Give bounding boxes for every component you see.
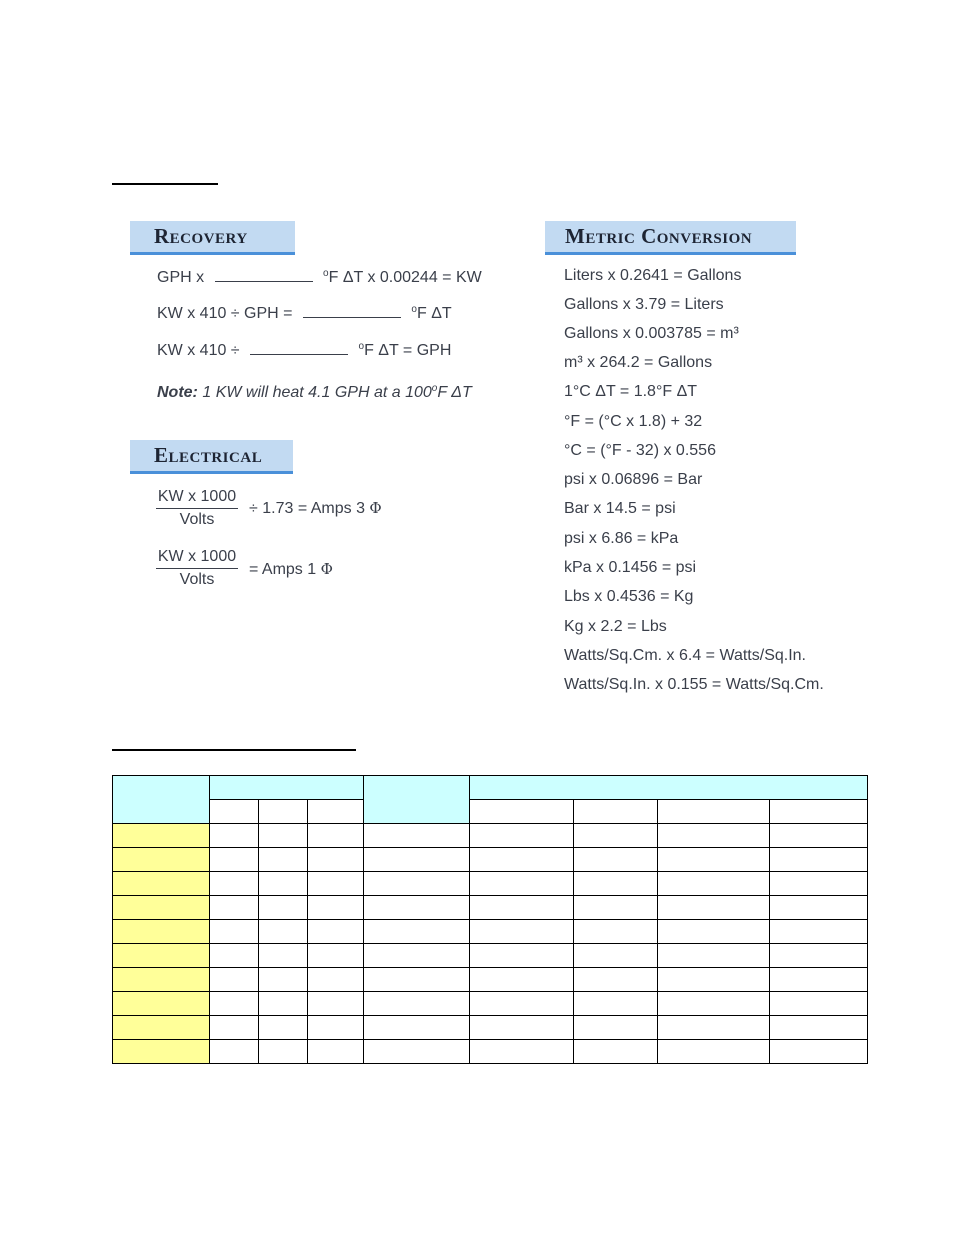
table-cell xyxy=(574,872,658,896)
table-row xyxy=(113,872,868,896)
row-label-cell xyxy=(113,848,210,872)
table-row xyxy=(113,944,868,968)
table-cell xyxy=(470,896,574,920)
table-cell xyxy=(259,824,308,848)
table-cell xyxy=(364,896,470,920)
electrical-formula-1: ÷ 1.73 = Amps 3 Φ xyxy=(249,499,382,517)
blank-line xyxy=(250,342,348,355)
row-label-cell xyxy=(113,944,210,968)
table-cell xyxy=(364,944,470,968)
metric-line: psi x 6.86 = kPa xyxy=(564,530,679,547)
table-cell xyxy=(574,944,658,968)
table-cell xyxy=(308,896,364,920)
table-cell xyxy=(658,944,770,968)
table-cell xyxy=(574,1016,658,1040)
row-label-cell xyxy=(113,920,210,944)
metric-line: psi x 0.06896 = Bar xyxy=(564,471,703,488)
table-row xyxy=(113,1040,868,1064)
data-table xyxy=(112,775,868,1064)
metric-line: kPa x 0.1456 = psi xyxy=(564,559,697,576)
table-row xyxy=(113,920,868,944)
section-rule-table xyxy=(112,749,356,751)
electrical-title: Electrical xyxy=(154,443,263,467)
table-cell xyxy=(770,872,868,896)
table-cell xyxy=(259,896,308,920)
table-cell xyxy=(259,944,308,968)
metric-line: Liters x 0.2641 = Gallons xyxy=(564,267,742,284)
table-cell xyxy=(658,1040,770,1064)
metric-line: Lbs x 0.4536 = Kg xyxy=(564,588,694,605)
table-cell xyxy=(658,920,770,944)
blank-line xyxy=(303,305,401,318)
table-cell xyxy=(770,968,868,992)
table-cell xyxy=(308,848,364,872)
table-cell xyxy=(210,1016,259,1040)
table-cell xyxy=(658,896,770,920)
table-cell xyxy=(574,920,658,944)
table-cell xyxy=(308,992,364,1016)
metric-line: m³ x 264.2 = Gallons xyxy=(564,354,713,371)
table-cell xyxy=(470,1040,574,1064)
table-row xyxy=(113,824,868,848)
recovery-note: Note: 1 KW will heat 4.1 GPH at a 100$^o$F ΔT xyxy=(157,383,472,401)
metric-banner xyxy=(545,221,796,255)
table-cell xyxy=(308,920,364,944)
table-cell xyxy=(574,992,658,1016)
table-cell xyxy=(210,824,259,848)
table-cell xyxy=(658,968,770,992)
table-cell xyxy=(470,920,574,944)
recovery-banner xyxy=(130,221,295,255)
recovery-formula-3: KW x 410 ÷ $^o$F ΔT = GPH xyxy=(157,341,452,359)
section-rule-top xyxy=(112,183,218,185)
table-cell xyxy=(658,992,770,1016)
phi-symbol: Φ xyxy=(369,499,382,517)
recovery-title: Recovery xyxy=(154,224,248,248)
table-cell xyxy=(574,824,658,848)
table-cell xyxy=(364,992,470,1016)
header-cell xyxy=(470,776,868,800)
table-cell xyxy=(210,848,259,872)
table-cell xyxy=(770,1040,868,1064)
table-cell xyxy=(574,896,658,920)
table-cell xyxy=(308,1040,364,1064)
subheader-cell xyxy=(574,800,658,824)
metric-line: Bar x 14.5 = psi xyxy=(564,500,676,517)
table-cell xyxy=(308,824,364,848)
header-cell xyxy=(364,776,470,824)
table-cell xyxy=(364,920,470,944)
subheader-cell xyxy=(770,800,868,824)
row-label-cell xyxy=(113,824,210,848)
table-cell xyxy=(770,824,868,848)
metric-line: Gallons x 0.003785 = m³ xyxy=(564,325,739,342)
table-cell xyxy=(770,944,868,968)
row-label-cell xyxy=(113,1016,210,1040)
table-cell xyxy=(259,968,308,992)
table-cell xyxy=(210,944,259,968)
table-cell xyxy=(658,872,770,896)
table-cell xyxy=(770,896,868,920)
table-cell xyxy=(259,872,308,896)
table-cell xyxy=(210,968,259,992)
table-cell xyxy=(470,992,574,1016)
subheader-cell xyxy=(259,800,308,824)
table-cell xyxy=(259,992,308,1016)
table-cell xyxy=(470,1016,574,1040)
subheader-cell xyxy=(308,800,364,824)
table-cell xyxy=(210,872,259,896)
table-cell xyxy=(770,992,868,1016)
table-cell xyxy=(470,824,574,848)
subheader-cell xyxy=(658,800,770,824)
table-cell xyxy=(259,848,308,872)
table-cell xyxy=(210,1040,259,1064)
table-cell xyxy=(658,824,770,848)
table-row xyxy=(113,992,868,1016)
phi-symbol: Φ xyxy=(320,560,333,578)
table-cell xyxy=(364,848,470,872)
electrical-fraction-1: KW x 1000 Volts xyxy=(157,488,237,528)
table-cell xyxy=(210,992,259,1016)
table-cell xyxy=(770,1016,868,1040)
metric-line: °F = (°C x 1.8) + 32 xyxy=(564,413,703,430)
subheader-cell xyxy=(470,800,574,824)
table-cell xyxy=(574,968,658,992)
blank-line xyxy=(215,269,313,282)
metric-line: Gallons x 3.79 = Liters xyxy=(564,296,724,313)
table-cell xyxy=(259,1016,308,1040)
table-cell xyxy=(364,1016,470,1040)
table-cell xyxy=(574,1040,658,1064)
table-cell xyxy=(210,920,259,944)
subheader-cell xyxy=(210,800,259,824)
table-header-row xyxy=(113,776,868,800)
row-label-cell xyxy=(113,992,210,1016)
electrical-fraction-2: KW x 1000 Volts xyxy=(157,548,237,588)
table-cell xyxy=(259,920,308,944)
table-cell xyxy=(770,920,868,944)
table-cell xyxy=(470,848,574,872)
metric-line: Watts/Sq.In. x 0.155 = Watts/Sq.Cm. xyxy=(564,676,824,693)
table-cell xyxy=(364,824,470,848)
table-cell xyxy=(364,872,470,896)
row-label-cell xyxy=(113,968,210,992)
recovery-formula-1: GPH x $^o$F ΔT x 0.00244 = KW xyxy=(157,268,482,286)
table-cell xyxy=(210,896,259,920)
table-cell xyxy=(364,1040,470,1064)
table-cell xyxy=(259,1040,308,1064)
row-label-cell xyxy=(113,896,210,920)
table-cell xyxy=(470,872,574,896)
table-body xyxy=(113,824,868,1064)
table-cell xyxy=(658,1016,770,1040)
electrical-formula-2: = Amps 1 Φ xyxy=(249,560,333,578)
table-row xyxy=(113,848,868,872)
metric-title: Metric Conversion xyxy=(565,224,753,248)
metric-line: Watts/Sq.Cm. x 6.4 = Watts/Sq.In. xyxy=(564,647,806,664)
table-cell xyxy=(574,848,658,872)
row-label-cell xyxy=(113,872,210,896)
row-label-cell xyxy=(113,1040,210,1064)
recovery-formula-2: KW x 410 ÷ GPH = $^o$F ΔT xyxy=(157,304,452,322)
table-cell xyxy=(770,848,868,872)
metric-line: 1°C ΔT = 1.8°F ΔT xyxy=(564,383,698,400)
table-cell xyxy=(308,968,364,992)
table-subheader-row xyxy=(113,800,868,824)
table-cell xyxy=(308,1016,364,1040)
header-cell xyxy=(113,776,210,824)
electrical-banner xyxy=(130,440,293,474)
table-cell xyxy=(658,848,770,872)
metric-line: °C = (°F - 32) x 0.556 xyxy=(564,442,716,459)
table-row xyxy=(113,896,868,920)
table-cell xyxy=(308,944,364,968)
header-cell xyxy=(210,776,364,800)
table-row xyxy=(113,1016,868,1040)
table-row xyxy=(113,968,868,992)
table-cell xyxy=(308,872,364,896)
table-cell xyxy=(364,968,470,992)
table-cell xyxy=(470,968,574,992)
table-cell xyxy=(470,944,574,968)
metric-line: Kg x 2.2 = Lbs xyxy=(564,618,667,635)
